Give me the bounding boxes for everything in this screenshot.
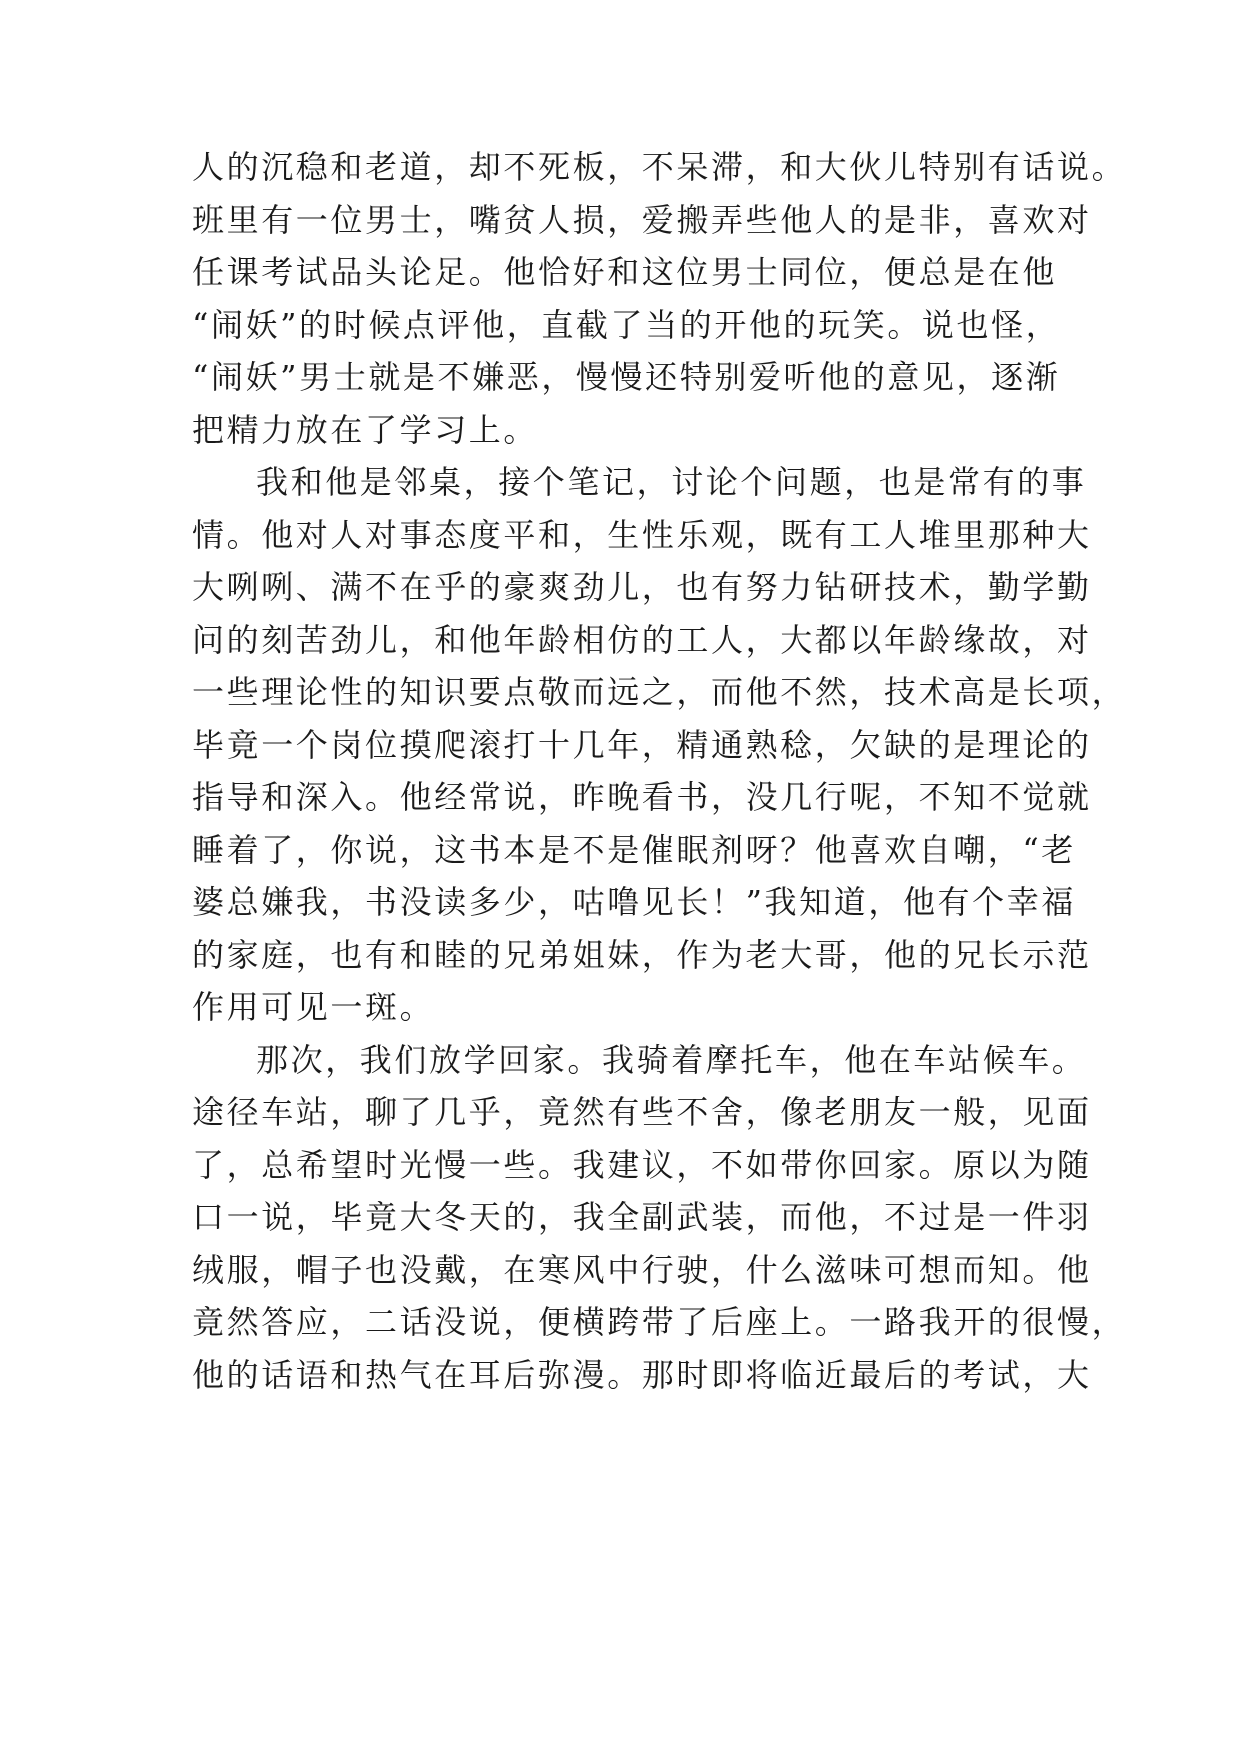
- text-line: “闹妖”的时候点评他，直截了当的开他的玩笑。说也怪，: [192, 306, 1061, 344]
- text-line: 班里有一位男士，嘴贫人损，爱搬弄些他人的是非，喜欢对: [192, 201, 1092, 239]
- text-line: 了，总希望时光慢一些。我建议，不如带你回家。原以为随: [192, 1146, 1092, 1184]
- text-line: 大咧咧、满不在乎的豪爽劲儿，也有努力钻研技术，勤学勤: [192, 568, 1092, 606]
- text-line: 口一说，毕竟大冬天的，我全副武装，而他，不过是一件羽: [192, 1198, 1092, 1236]
- text-line: 睡着了，你说，这书本是不是催眠剂呀？他喜欢自嘲，“老: [192, 831, 1076, 869]
- text-line: 的家庭，也有和睦的兄弟姐妹，作为老大哥，他的兄长示范: [192, 936, 1092, 974]
- text-line: 人的沉稳和老道，却不死板，不呆滞，和大伙儿特别有话说。: [192, 148, 1127, 186]
- text-line: 任课考试品头论足。他恰好和这位男士同位，便总是在他: [192, 253, 1058, 291]
- text-line: 他的话语和热气在耳后弥漫。那时即将临近最后的考试，大: [192, 1356, 1092, 1394]
- paragraph-first-line: 那次，我们放学回家。我骑着摩托车，他在车站候车。: [256, 1041, 1087, 1079]
- text-line: 作用可见一斑。: [192, 988, 435, 1026]
- text-line: 竟然答应，二话没说，便横跨带了后座上。一路我开的很慢，: [192, 1303, 1127, 1341]
- text-line: 婆总嫌我，书没读多少，咕噜见长！”我知道，他有个幸福: [192, 883, 1076, 921]
- text-line: 问的刻苦劲儿，和他年龄相仿的工人，大都以年龄缘故，对: [192, 621, 1092, 659]
- text-line: 绒服，帽子也没戴，在寒风中行驶，什么滋味可想而知。他: [192, 1251, 1092, 1289]
- paragraph-first-line: 我和他是邻桌，接个笔记，讨论个问题，也是常有的事: [256, 463, 1087, 501]
- text-line: 途径车站，聊了几乎，竟然有些不舍，像老朋友一般，见面: [192, 1093, 1092, 1131]
- text-line: “闹妖”男士就是不嫌恶，慢慢还特别爱听他的意见，逐渐: [192, 358, 1061, 396]
- text-line: 把精力放在了学习上。: [192, 411, 539, 449]
- text-line: 指导和深入。他经常说，昨晚看书，没几行呢，不知不觉就: [192, 778, 1092, 816]
- text-line: 毕竟一个岗位摸爬滚打十几年，精通熟稔，欠缺的是理论的: [192, 726, 1092, 764]
- text-line: 一些理论性的知识要点敬而远之，而他不然，技术高是长项，: [192, 673, 1127, 711]
- text-line: 情。他对人对事态度平和，生性乐观，既有工人堆里那种大: [192, 516, 1092, 554]
